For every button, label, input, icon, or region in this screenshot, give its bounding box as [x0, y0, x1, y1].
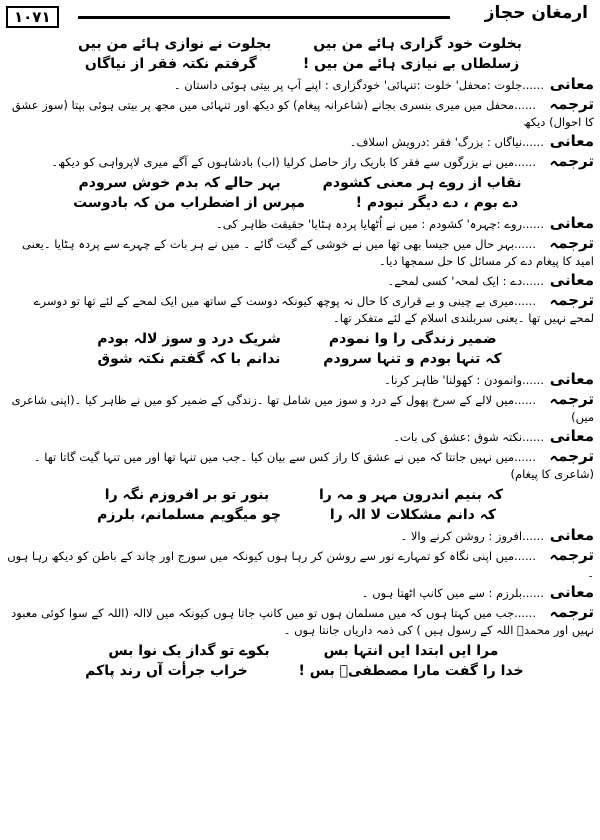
misra: دے بوم ، دے دیگر نبودم !	[355, 195, 519, 211]
maani-label: معانی	[549, 583, 594, 601]
misra: مپرس از اضطراب من کہ بادوست	[73, 195, 305, 211]
leader-dots: ......	[522, 430, 544, 444]
header-rule	[78, 16, 450, 19]
meaning-entry	[6, 527, 594, 545]
meaning-entry	[6, 584, 594, 602]
leader-dots: ......	[522, 373, 544, 387]
leader-dots: ......	[514, 549, 536, 563]
misra: کہ بنیم اندرون مہر و مہ را	[318, 487, 504, 503]
maani-label: معانی	[549, 526, 594, 544]
maani-label: معانی	[549, 132, 594, 150]
meaning-entry	[6, 76, 594, 94]
entry-text: نیاگاں : بزرگ' فقر :درویش اسلاف۔	[349, 135, 523, 149]
entry-text: میں لالے کے سرخ پھول کے درد و سوز میں شامل تھا ۔زندگی کے ضمیر کو میں نے ظاہر کیا ۔(اپنی شاعری میں)	[11, 393, 594, 424]
misra: چو میگویم مسلمانم، بلرزم	[97, 507, 281, 523]
misra: کہ دانم مشکلات لا الہ را	[329, 507, 497, 523]
misra: ندانم با کہ گفتم نکتہ شوق	[97, 351, 281, 367]
misra: مرا ایں ابتدا ایں انتہا بس	[323, 643, 499, 659]
misra: کہ تنہا بودم و تنہا سرودم	[323, 351, 502, 367]
tarjuma-label: ترجمہ	[549, 546, 594, 564]
entry-text: میری بے چینی و بے قراری کا حال نہ پوچھ کیونکہ دوست کے ساتھ میں ایک لمحے کے لئے تھا تو دوسرے لمحے نہیں تھا ۔یعنی سربلندی اسلام کے لئے متفکر تھا۔	[33, 294, 594, 325]
translation-entry	[6, 292, 594, 327]
leader-dots: ......	[522, 135, 544, 149]
leader-dots: ......	[514, 393, 536, 407]
tarjuma-label: ترجمہ	[549, 603, 594, 621]
entry-text: میں اپنی نگاہ کو تمہارے نور سے روشن کر رہا ہوں کیونکہ میں سورج اور چاند کے باطن کو دیکھ رہا ہوں ۔	[7, 549, 594, 580]
translation-entry	[6, 604, 594, 639]
leader-dots: ......	[522, 274, 544, 288]
entry-text: افروز : روشن کرنے والا ۔	[400, 529, 523, 543]
meaning-entry	[6, 133, 594, 151]
translation-entry	[6, 96, 594, 131]
meaning-entry	[6, 371, 594, 389]
translation-entry	[6, 448, 594, 483]
misra: زسلطاں بے نیازی ہائے من بیں !	[302, 56, 520, 72]
page-header	[0, 0, 600, 30]
meaning-entry	[6, 215, 594, 233]
couplet-line	[6, 663, 594, 679]
maani-label: معانی	[549, 271, 594, 289]
tarjuma-label: ترجمہ	[549, 390, 594, 408]
maani-label: معانی	[549, 370, 594, 388]
entry-text: نکتہ شوق :عشق کی بات۔	[393, 430, 523, 444]
entry-text: روے :چہرہ' کشودم : میں نے اُٹھایا پردہ ہٹایا' حقیقت ظاہر کی۔	[215, 217, 523, 231]
leader-dots: ......	[514, 155, 536, 169]
leader-dots: ......	[514, 98, 536, 112]
meaning-entry	[6, 428, 594, 446]
entry-text: میں نے بزرگوں سے فقر کا باریک راز حاصل کرلیا (اب) بادشاہوں کے آگے میری لاپرواہی کو دیکھ۔	[51, 155, 515, 169]
couplet-line	[6, 487, 594, 503]
couplet-line	[6, 195, 594, 211]
maani-label: معانی	[549, 214, 594, 232]
entry-text: محفل میں میری بنسری بجانے (شاعرانہ پیغام) کو دیکھ اور تنہائی میں مجھ پر بیتی ہوئی بپتا (سوز عشق کا احوال) دیکھ	[11, 98, 594, 129]
leader-dots: ......	[514, 606, 536, 620]
couplet-line	[6, 331, 594, 347]
leader-dots: ......	[522, 217, 544, 231]
running-title: ارمغان حجاز	[484, 3, 588, 23]
translation-entry	[6, 391, 594, 426]
misra: بنور تو بر افروزم نگہ را	[104, 487, 270, 503]
translation-entry	[6, 235, 594, 270]
leader-dots: ......	[514, 237, 536, 251]
translation-entry	[6, 547, 594, 582]
page-number: ۱۰۷۱	[6, 6, 59, 28]
tarjuma-label: ترجمہ	[549, 291, 594, 309]
couplet-line	[6, 175, 594, 191]
translation-entry	[6, 153, 594, 171]
misra: نقاب از روے ہر معنی کشودم	[322, 175, 522, 191]
entry-text: بلرزم : سے میں کانپ اٹھتا ہوں ۔	[361, 586, 523, 600]
entry-text: وانمودن : کھولنا' ظاہر کرنا۔	[384, 373, 523, 387]
entry-text: جلوت :محفل' خلوت :تنہائی' خودگزاری : اپنے آپ پر بیتی ہوئی داستان ۔	[173, 78, 523, 92]
couplet-line	[6, 351, 594, 367]
meaning-entry	[6, 272, 594, 290]
couplet-line	[6, 56, 594, 72]
leader-dots: ......	[514, 450, 536, 464]
misra: بہر حالے کہ بدم خوش سرودم	[78, 175, 281, 191]
couplet-line	[6, 36, 594, 52]
entry-text: جب میں کہتا ہوں کہ میں مسلمان ہوں تو میں کانپ جاتا ہوں کیونکہ میں لاالہ (اللہ کے سوا کوئی معبود نہیں اور محمدؐ اللہ کے رسول ہیں ) کی ذمہ داریاں جانتا ہوں ۔	[11, 606, 594, 637]
misra: بجلوت نے نوازی ہائے من بیں	[78, 36, 272, 52]
tarjuma-label: ترجمہ	[549, 95, 594, 113]
maani-label: معانی	[549, 427, 594, 445]
leader-dots: ......	[514, 294, 536, 308]
entry-text: میں نہیں جانتا کہ میں نے عشق کا راز کس سے بیان کیا ۔جب میں تنہا تھا اور میں تنہا گیت گاتا تھا ۔ (شاعری کا پیغام)	[33, 450, 594, 481]
leader-dots: ......	[522, 529, 544, 543]
misra: خراب جرأت آں رند پاکم	[85, 663, 248, 679]
tarjuma-label: ترجمہ	[549, 152, 594, 170]
misra: گرفتم نکتہ فقر از نیاگاں	[84, 56, 257, 72]
tarjuma-label: ترجمہ	[549, 447, 594, 465]
couplet-line	[6, 643, 594, 659]
misra: شریک درد و سوز لالہ بودم	[97, 331, 281, 347]
couplet-line	[6, 507, 594, 523]
tarjuma-label: ترجمہ	[549, 234, 594, 252]
misra: ضمیر زندگی را وا نمودم	[328, 331, 497, 347]
page-body	[6, 32, 594, 683]
entry-text: دے : ایک لمحہ' کسی لمحے۔	[387, 274, 523, 288]
misra: خدا را گفت مارا مصطفیؐ بس !	[298, 663, 524, 679]
leader-dots: ......	[522, 586, 544, 600]
misra: بخلوت خود گزاری ہائے من بیں	[313, 36, 522, 52]
leader-dots: ......	[522, 78, 544, 92]
misra: بکوے تو گداز یک نوا بس	[108, 643, 270, 659]
maani-label: معانی	[549, 75, 594, 93]
entry-text: بہر حال میں جیسا بھی تھا میں نے خوشی کے گیت گائے ۔ میں نے ہر بات کے چہرے سے پردہ ہٹایا ۔یعنی امید کا پیغام دے کر مسائل کا حل سمجھا دیا۔	[22, 237, 594, 268]
